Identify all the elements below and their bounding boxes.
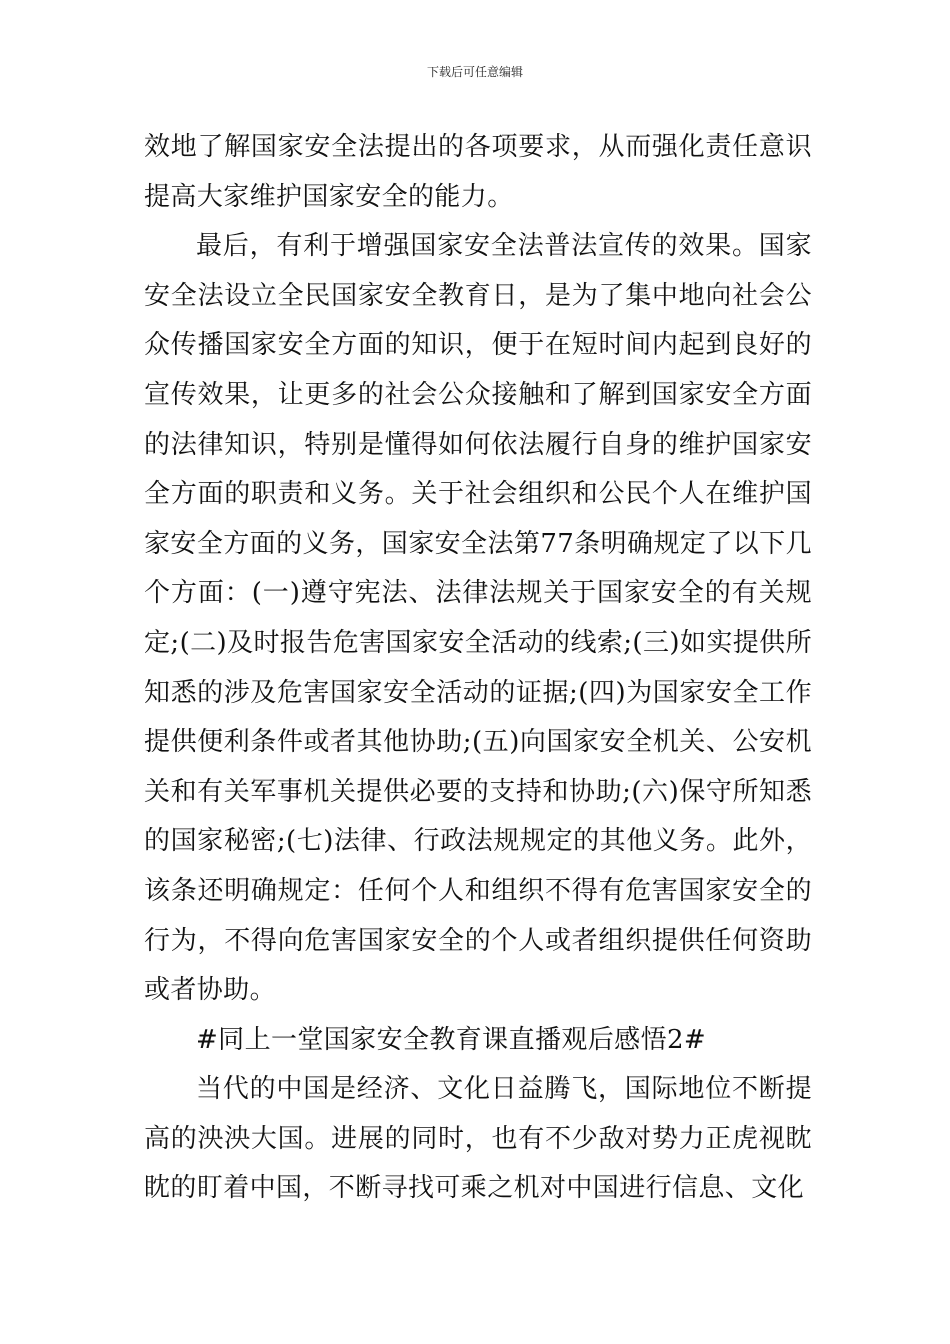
page-header-note: 下载后可任意编辑 <box>426 65 523 79</box>
section-heading: #同上一堂国家安全教育课直播观后感悟2# <box>196 1024 707 1055</box>
document-body <box>144 123 812 1214</box>
paragraph-intro: 当代的中国是经济、文化日益腾飞，国际地位不断提高的泱泱大国。进展的同时，也有不少敌对势力正虎视眈眈的盯着中国，不断寻找可乘之机对中国进行信息、文化 <box>144 1074 812 1204</box>
paragraph-final-point: 最后，有利于增强国家安全法普法宣传的效果。国家安全法设立全民国家安全教育日，是为了集中地向社会公众传播国家安全方面的知识，便于在短时间内起到良好的宣传效果，让更多的社会公众接触和了解到国家安全方面的法律知识，特别是懂得如何依法履行自身的维护国家安全方面的职责和义务。关于社会组织和公民个人在维护国家安全方面的义务，国家安全法第77条明确规定了以下几个方面：(一)遵守宪法、法律法规关于国家安全的有关规定;(二)及时报告危害国家安全活动的线索;(三)如实提供所知悉的涉及危害国家安全活动的证据;(四)为国家安全工作提供便利条件或者其他协助;(五)向国家安全机关、公安机关和有关军事机关提供必要的支持和协助;(六)保守所知悉的国家秘密;(七)法律、行政法规规定的其他义务。此外，该条还明确规定：任何个人和组织不得有危害国家安全的行为，不得向危害国家安全的个人或者组织提供任何资助或者协助。 <box>144 231 812 1006</box>
paragraph-continuation: 效地了解国家安全法提出的各项要求，从而强化责任意识提高大家维护国家安全的能力。 <box>144 132 812 212</box>
